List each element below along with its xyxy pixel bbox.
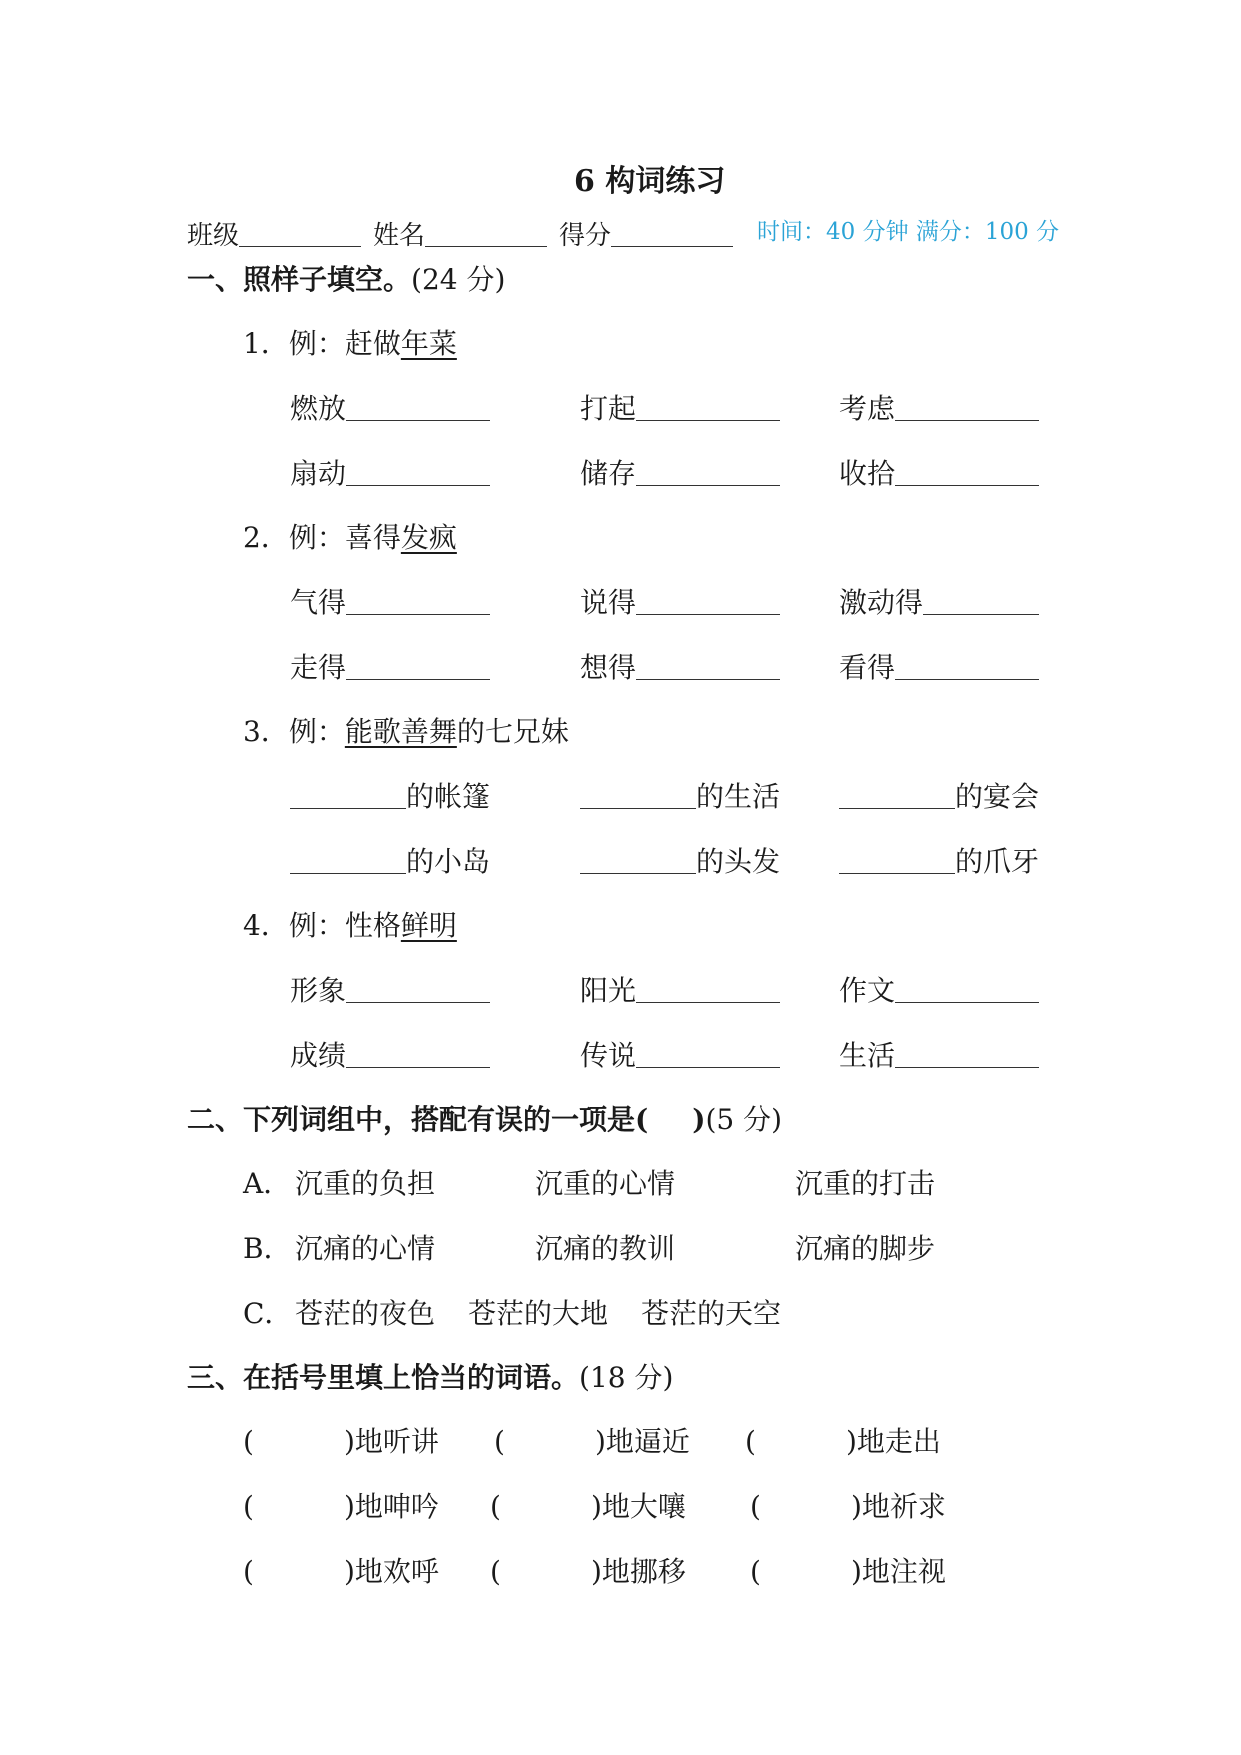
paren-item bbox=[494, 1425, 690, 1458]
open-paren: ( bbox=[745, 1425, 756, 1458]
close-paren: ) bbox=[594, 1425, 606, 1458]
page-title: 6 构词练习 bbox=[574, 164, 726, 199]
section2-title: 二、下列词组中，搭配有误的一项是( bbox=[187, 1103, 649, 1136]
q3-example bbox=[243, 715, 569, 748]
q1-item-label: 考虑 bbox=[839, 392, 896, 425]
option-item: 沉痛的脚步 bbox=[795, 1232, 936, 1265]
q1-item-blank[interactable] bbox=[895, 394, 1039, 421]
name-blank[interactable] bbox=[425, 220, 547, 247]
paren-item-label: 地呻吟 bbox=[354, 1490, 439, 1523]
class-blank[interactable] bbox=[239, 220, 361, 247]
section2-points: (5 分) bbox=[705, 1103, 783, 1136]
q2-item-label: 想得 bbox=[580, 651, 637, 684]
q2-number: 2． bbox=[243, 521, 289, 554]
section1-points: (24 分) bbox=[411, 263, 506, 296]
q2-item-blank[interactable] bbox=[346, 653, 490, 680]
q4-item-label: 形象 bbox=[290, 974, 347, 1007]
open-paren: ( bbox=[750, 1490, 761, 1523]
q2-item-blank[interactable] bbox=[346, 588, 490, 615]
paren-item-label: 地逼近 bbox=[605, 1425, 690, 1458]
q2-item-blank[interactable] bbox=[636, 588, 780, 615]
q1-item-blank[interactable] bbox=[636, 459, 780, 486]
q4-item-blank[interactable] bbox=[895, 976, 1039, 1003]
option-item: 沉重的负担 bbox=[295, 1167, 436, 1200]
paren-item-label: 地欢呼 bbox=[354, 1555, 439, 1588]
section2-close-paren: ) bbox=[692, 1103, 706, 1136]
q4-item bbox=[580, 976, 780, 1005]
q3-item-blank[interactable] bbox=[580, 847, 696, 874]
option-item: 沉痛的教训 bbox=[535, 1232, 676, 1265]
q2-example-prefix: 例：喜得 bbox=[288, 521, 401, 554]
q4-item-label: 成绩 bbox=[290, 1039, 347, 1072]
q1-item-blank[interactable] bbox=[895, 459, 1039, 486]
q2-item-label: 走得 bbox=[290, 651, 347, 684]
section1-heading bbox=[187, 263, 506, 296]
q3-item-label: 的生活 bbox=[696, 780, 781, 813]
open-paren: ( bbox=[490, 1490, 501, 1523]
name-label: 姓名 bbox=[373, 221, 426, 251]
close-paren: ) bbox=[845, 1425, 857, 1458]
q2-item-label: 激动得 bbox=[839, 586, 924, 619]
paren-item bbox=[243, 1490, 439, 1523]
section3-heading bbox=[187, 1361, 674, 1394]
q3-example-prefix: 例： bbox=[288, 715, 345, 748]
q3-example-answer: 能歌善舞 bbox=[344, 715, 457, 748]
q4-item-blank[interactable] bbox=[346, 976, 490, 1003]
q1-item-label: 收拾 bbox=[839, 457, 896, 490]
q2-item bbox=[839, 653, 1039, 682]
q4-item-label: 作文 bbox=[839, 974, 896, 1007]
q3-item-blank[interactable] bbox=[290, 782, 406, 809]
q3-item-blank[interactable] bbox=[290, 847, 406, 874]
option-item: 苍茫的夜色 bbox=[295, 1297, 436, 1330]
close-paren: ) bbox=[850, 1490, 862, 1523]
time-info: 时间：40 分钟 满分：100 分 bbox=[757, 219, 1060, 245]
q1-item-blank[interactable] bbox=[636, 394, 780, 421]
option-b-label[interactable]: B． bbox=[243, 1232, 292, 1265]
section2-heading bbox=[187, 1103, 783, 1136]
score-label: 得分 bbox=[559, 221, 612, 251]
close-paren: ) bbox=[590, 1490, 602, 1523]
open-paren: ( bbox=[494, 1425, 505, 1458]
q4-item-blank[interactable] bbox=[346, 1041, 490, 1068]
q2-item-blank[interactable] bbox=[923, 588, 1039, 615]
q1-item-label: 储存 bbox=[580, 457, 637, 490]
q3-item-label: 的头发 bbox=[696, 845, 781, 878]
q1-item bbox=[580, 394, 780, 423]
q1-item bbox=[839, 394, 1039, 423]
name-field bbox=[373, 220, 547, 249]
q4-item-label: 生活 bbox=[839, 1039, 896, 1072]
q1-number: 1． bbox=[243, 327, 289, 360]
section3-title: 三、在括号里填上恰当的词语。 bbox=[187, 1361, 580, 1394]
close-paren: ) bbox=[590, 1555, 602, 1588]
option-item: 沉重的心情 bbox=[535, 1167, 676, 1200]
q4-item-blank[interactable] bbox=[636, 1041, 780, 1068]
paren-item-label: 地挪移 bbox=[601, 1555, 686, 1588]
q4-number: 4． bbox=[243, 909, 289, 942]
q4-example-prefix: 例：性格 bbox=[288, 909, 401, 942]
paren-item bbox=[243, 1425, 439, 1458]
open-paren: ( bbox=[750, 1555, 761, 1588]
q2-example bbox=[243, 521, 457, 554]
open-paren: ( bbox=[243, 1490, 254, 1523]
q1-item-label: 扇动 bbox=[290, 457, 347, 490]
q1-item-label: 燃放 bbox=[290, 392, 347, 425]
paren-item bbox=[750, 1555, 946, 1588]
paren-item-label: 地听讲 bbox=[354, 1425, 439, 1458]
q3-number: 3． bbox=[243, 715, 289, 748]
q3-example-suffix: 的七兄妹 bbox=[456, 715, 569, 748]
q3-item-blank[interactable] bbox=[839, 847, 955, 874]
q4-item bbox=[839, 1041, 1039, 1070]
q2-item bbox=[290, 653, 490, 682]
q4-item-label: 阳光 bbox=[580, 974, 637, 1007]
option-item: 苍茫的大地 bbox=[468, 1297, 609, 1330]
option-item: 沉重的打击 bbox=[795, 1167, 936, 1200]
open-paren: ( bbox=[243, 1555, 254, 1588]
q2-item-blank[interactable] bbox=[636, 653, 780, 680]
paren-item bbox=[750, 1490, 946, 1523]
q2-item-blank[interactable] bbox=[895, 653, 1039, 680]
q1-item bbox=[290, 459, 490, 488]
section3-points: (18 分) bbox=[579, 1361, 674, 1394]
q3-item-label: 的爪牙 bbox=[955, 845, 1040, 878]
paren-item-label: 地大嚷 bbox=[601, 1490, 686, 1523]
q4-item-blank[interactable] bbox=[636, 976, 780, 1003]
close-paren: ) bbox=[343, 1555, 355, 1588]
q3-item-label: 的宴会 bbox=[955, 780, 1040, 813]
q3-item bbox=[580, 847, 780, 876]
q2-item bbox=[580, 653, 780, 682]
q1-item-blank[interactable] bbox=[346, 394, 490, 421]
score-blank[interactable] bbox=[611, 220, 733, 247]
q1-item-label: 打起 bbox=[580, 392, 637, 425]
q2-item bbox=[290, 588, 490, 617]
q3-item bbox=[290, 782, 490, 811]
q3-item-blank[interactable] bbox=[839, 782, 955, 809]
class-label: 班级 bbox=[187, 221, 240, 251]
q2-item-label: 说得 bbox=[580, 586, 637, 619]
close-paren: ) bbox=[343, 1490, 355, 1523]
paren-item-label: 地祈求 bbox=[861, 1490, 946, 1523]
paren-item-label: 地注视 bbox=[861, 1555, 946, 1588]
q4-item-label: 传说 bbox=[580, 1039, 637, 1072]
q4-item-blank[interactable] bbox=[895, 1041, 1039, 1068]
paren-item bbox=[243, 1555, 439, 1588]
q2-item bbox=[580, 588, 780, 617]
q2-item-label: 看得 bbox=[839, 651, 896, 684]
q3-item-label: 的小岛 bbox=[406, 845, 491, 878]
option-a-label[interactable]: A． bbox=[243, 1167, 292, 1200]
q4-item bbox=[580, 1041, 780, 1070]
q4-item bbox=[290, 1041, 490, 1070]
option-item: 苍茫的天空 bbox=[641, 1297, 782, 1330]
close-paren: ) bbox=[343, 1425, 355, 1458]
q3-item-label: 的帐篷 bbox=[406, 780, 491, 813]
paren-item bbox=[745, 1425, 941, 1458]
q4-example bbox=[243, 909, 457, 942]
q4-item bbox=[839, 976, 1039, 1005]
q4-item bbox=[290, 976, 490, 1005]
q4-example-answer: 鲜明 bbox=[400, 909, 457, 942]
q3-item-blank[interactable] bbox=[580, 782, 696, 809]
section1-title: 一、照样子填空。 bbox=[187, 263, 412, 296]
q1-item bbox=[580, 459, 780, 488]
q1-example bbox=[243, 327, 457, 360]
q2-example-answer: 发疯 bbox=[400, 521, 457, 554]
q2-item bbox=[839, 588, 1039, 617]
q2-item-label: 气得 bbox=[290, 586, 347, 619]
paren-item-label: 地走出 bbox=[856, 1425, 941, 1458]
paren-item bbox=[490, 1555, 686, 1588]
q3-item bbox=[580, 782, 780, 811]
q3-item bbox=[839, 782, 1039, 811]
q1-example-prefix: 例：赶做 bbox=[288, 327, 401, 360]
q1-example-answer: 年菜 bbox=[400, 327, 457, 360]
q1-item bbox=[290, 394, 490, 423]
q3-item bbox=[839, 847, 1039, 876]
class-field bbox=[187, 220, 361, 249]
q3-item bbox=[290, 847, 490, 876]
q1-item-blank[interactable] bbox=[346, 459, 490, 486]
paren-item bbox=[490, 1490, 686, 1523]
score-field bbox=[559, 220, 733, 249]
open-paren: ( bbox=[243, 1425, 254, 1458]
option-c-label[interactable]: C． bbox=[243, 1297, 293, 1330]
open-paren: ( bbox=[490, 1555, 501, 1588]
q1-item bbox=[839, 459, 1039, 488]
close-paren: ) bbox=[850, 1555, 862, 1588]
option-item: 沉痛的心情 bbox=[295, 1232, 436, 1265]
